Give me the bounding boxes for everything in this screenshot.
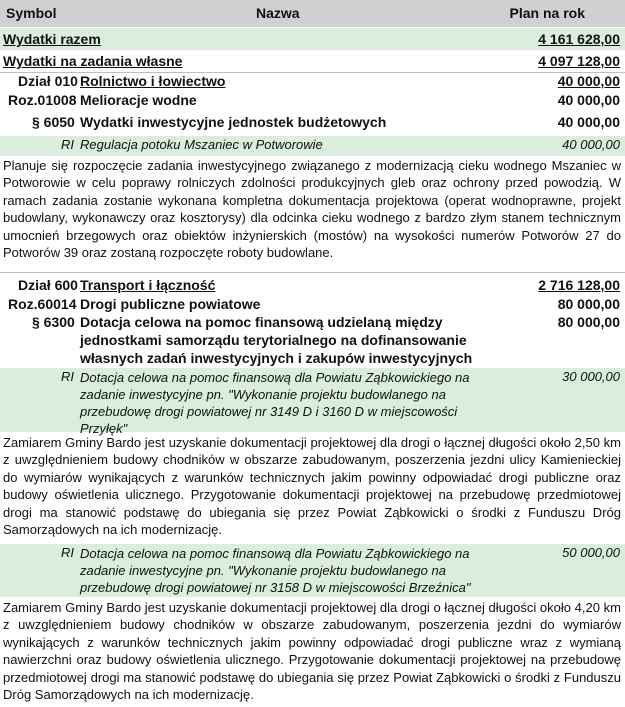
rozdzial-01008-value: 40 000,00 (557, 92, 620, 108)
rozdzial-60014-value: 80 000,00 (557, 296, 620, 312)
paragraf-6050-value: 40 000,00 (557, 114, 620, 130)
dzial-010-code: Dział 010 (18, 73, 78, 89)
paragraf-6050-name: Wydatki inwestycyjne jednostek budżetowych (80, 114, 387, 130)
ri-przylek-value: 30 000,00 (562, 369, 620, 384)
table-header (0, 0, 625, 27)
rozdzial-01008-row (0, 92, 625, 110)
header-symbol: Symbol (6, 5, 57, 21)
dzial-600-name: Transport i łączność (80, 277, 216, 293)
summary-total-value: 4 161 628,00 (538, 31, 620, 47)
rozdzial-60014-name: Drogi publiczne powiatowe (80, 296, 261, 312)
ri-mszaniec-code: RI (61, 137, 74, 152)
header-nazwa: Nazwa (256, 5, 300, 21)
dzial-010-row (0, 73, 625, 91)
summary-total-label: Wydatki razem (3, 31, 101, 47)
paragraf-6300-name-line3: własnych zadań inwestycyjnych i zakupów inwestycyjnych (80, 350, 473, 366)
ri-brzeznica-name: Dotacja celowa na pomoc finansową dla Powiatu Ząbkowickiego na zadanie inwestycyjne pn. "Wykonanie projektu budowlanego na przebudowę drogi powiatowej nr 3158 D w miejscowości Brzeźnica" (80, 546, 471, 595)
rozdzial-60014-code: Roz.60014 (8, 296, 77, 312)
description-brzeznica-text: Zamiarem Gminy Bardo jest uzyskanie dokumentacji projektowej dla drogi o łącznej długości około 4,20 km z uwzględnieniem budowy chodników w obszarze zabudowanym, poszerzenia jezdni do wymiarów wynikających z warunków technicznych jakim powinny odpowiadać drogi publiczne wraz z wymianą nawierzchni oraz budowy oświetlenia ulicznego. Przygotowanie dokumentacji projektowej na przebudowę przedmiotowej drogi ma stanowić podstawę do ubiegania się przez Powiat Ząbkowicki o środki z Funduszu Dróg Samorządowych na ich modernizację. (3, 600, 621, 703)
separator (0, 272, 625, 273)
dzial-600-code: Dział 600 (18, 277, 78, 293)
ri-przylek-code: RI (61, 369, 74, 384)
ri-brzeznica-value: 50 000,00 (562, 545, 620, 560)
rozdzial-01008-name: Melioracje wodne (80, 92, 197, 108)
description-mszaniec-text: Planuje się rozpoczęcie zadania inwestycyjnego związanego z modernizacją cieku wodnego Mszaniec w Potworowie w celu poprawy rolniczych zdolności produkcyjnych gleb oraz ochrony przed powodzią. W ramach zadania zostanie wykonana kompletna dokumentacja projektowa (operat wodnoprawne, projekt budowlany, wykonawczy oraz kosztorysy) dla odcinka cieku wodnego z bardzo złym stanem technicznym umocnień brzegowych oraz obiektów inżynierskich (mostów) na wysokości numerów Potworów 27 do Potworów 39 oraz zostaną rozpoczęte roboty budowlane. (3, 158, 621, 261)
ri-przylek-name: Dotacja celowa na pomoc finansową dla Powiatu Ząbkowickiego na zadanie inwestycyjne pn. "Wykonanie projektu budowlanego na przebudowę drogi powiatowej nr 3149 D i 3160 D w miejscowości Przyłęk" (80, 370, 470, 436)
description-przylek (3, 434, 621, 538)
rozdzial-60014-row (0, 296, 625, 314)
summary-row-total (0, 28, 625, 50)
ri-brzeznica-code: RI (61, 545, 74, 560)
summary-row-own (0, 52, 625, 72)
paragraf-6050-row (0, 114, 625, 132)
header-plan: Plan na rok (509, 5, 585, 21)
ri-mszaniec-row (0, 136, 625, 156)
description-mszaniec (3, 157, 621, 261)
ri-brzeznica-row (0, 544, 625, 597)
dzial-600-row (0, 277, 625, 295)
ri-przylek-row (0, 368, 625, 436)
dzial-010-value: 40 000,00 (557, 73, 620, 89)
description-przylek-text: Zamiarem Gminy Bardo jest uzyskanie dokumentacji projektowej dla drogi o łącznej długości około 2,50 km z uwzględnieniem budowy chodników w obszarze zabudowanym, poszerzenia jezdni ulicy Kamienieckiej do wymiarów wynikających z warunków technicznych jakim powinny odpowiadać drogi publiczne oraz budowy oświetlenia ulicznego. Przygotowanie dokumentacji projektowej na przebudowę przedmiotowej drogi ma stanowić podstawę do ubiegania się przez Powiat Ząbkowicki o środki z Funduszu Dróg Samorządowych na ich modernizację. (3, 435, 621, 538)
ri-mszaniec-name: Regulacja potoku Mszaniec w Potworowie (80, 137, 323, 152)
dzial-600-value: 2 716 128,00 (538, 277, 620, 293)
dzial-010-name: Rolnictwo i łowiectwo (80, 73, 226, 89)
paragraf-6300-row (0, 314, 625, 368)
ri-mszaniec-value: 40 000,00 (562, 137, 620, 152)
summary-own-label: Wydatki na zadania własne (3, 53, 183, 69)
paragraf-6300-name-line2: jednostkami samorządu terytorialnego na dofinansowanie (80, 332, 467, 348)
paragraf-6050-code: § 6050 (32, 114, 75, 130)
paragraf-6300-name-line1: Dotacja celowa na pomoc finansową udzielaną między (80, 314, 443, 330)
description-brzeznica (3, 599, 621, 703)
rozdzial-01008-code: Roz.01008 (8, 92, 77, 108)
paragraf-6300-code: § 6300 (32, 314, 75, 330)
summary-own-value: 4 097 128,00 (538, 53, 620, 69)
paragraf-6300-value: 80 000,00 (557, 314, 620, 330)
